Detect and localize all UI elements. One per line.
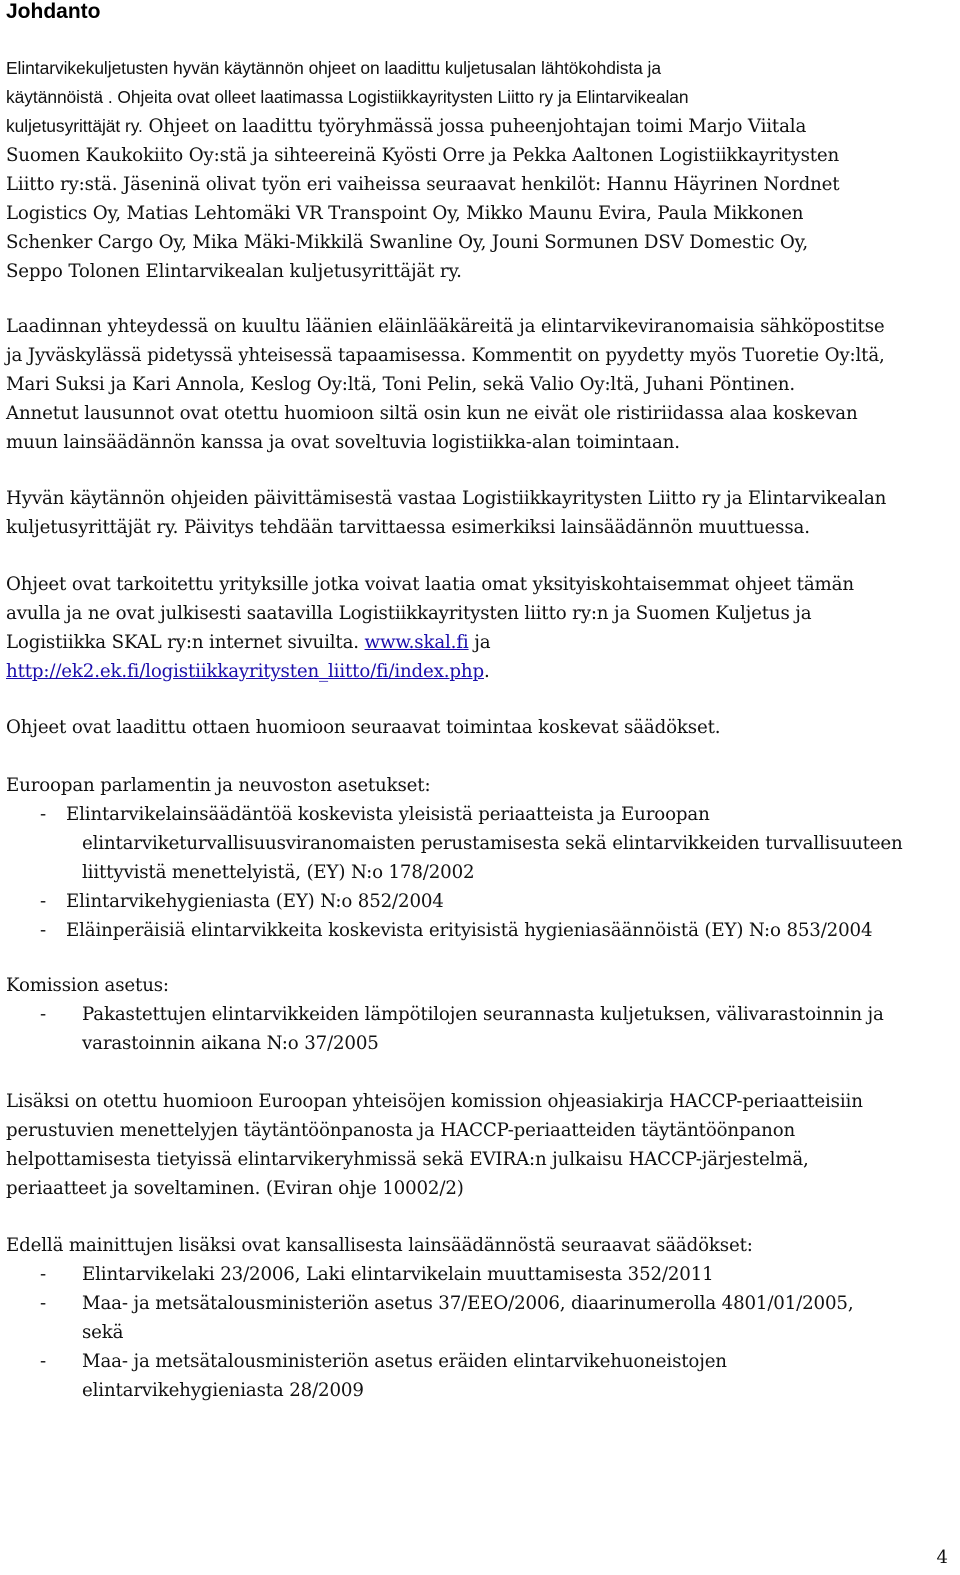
text-line: perustuvien menettelyjen täytäntöönpanosta ja HACCP-periaatteiden täytäntöönpanon xyxy=(6,1120,796,1141)
skal-link[interactable]: www.skal.fi xyxy=(364,632,469,653)
text-line: Elintarvikelaki 23/2006, Laki elintarvikelain muuttamisesta 352/2011 xyxy=(82,1264,714,1285)
text-line: periaatteet ja soveltaminen. (Eviran ohje 10002/2) xyxy=(6,1178,464,1199)
text-line: avulla ja ne ovat julkisesti saatavilla Logistiikkayritysten liitto ry:n ja Suomen Kuljetus ja xyxy=(6,603,812,624)
text-line: Annetut lausunnot ovat otettu huomioon siltä osin kun ne eivät ole ristiriidassa alaa koskevan xyxy=(6,403,858,424)
list-dash: - xyxy=(40,1351,46,1372)
list-heading: Euroopan parlamentin ja neuvoston asetukset: xyxy=(6,775,431,796)
list-heading: Komission asetus: xyxy=(6,975,169,996)
text-line: liittyvistä menettelyistä, (EY) N:o 178/2002 xyxy=(82,862,475,883)
intro-paragraph xyxy=(6,54,950,286)
list-dash: - xyxy=(40,804,46,825)
list-item xyxy=(6,1000,950,1058)
list-item xyxy=(6,1347,950,1405)
national-regulations xyxy=(6,1231,950,1405)
text-line xyxy=(6,628,950,657)
list-item xyxy=(6,1260,950,1289)
text-line xyxy=(6,170,950,199)
page-number: 4 xyxy=(936,1547,948,1568)
text-line: Ohjeet ovat tarkoitettu yrityksille jotka voivat laatia omat yksityiskohtaisemmat ohjeet tämän xyxy=(6,574,854,595)
text-span: Logistiikka SKAL ry:n internet sivuilta. xyxy=(6,632,359,653)
list-dash: - xyxy=(40,1004,46,1025)
list-item xyxy=(6,800,950,887)
text-line: käytännöistä . Ohjeita ovat olleet laatimassa Logistiikkayritysten Liitto ry ja Elintarvikealan xyxy=(6,87,689,107)
list-item xyxy=(6,916,950,945)
text-line: Laadinnan yhteydessä on kuultu läänien eläinlääkäreitä ja elintarvikeviranomaisia sähköpostitse xyxy=(6,316,885,337)
text-line: ja Jyväskylässä pidetyssä yhteisessä tapaamisessa. Kommentit on pyydetty myös Tuoretie Oy:ltä, xyxy=(6,345,885,366)
commission-regulation xyxy=(6,971,950,1058)
list-dash: - xyxy=(40,891,46,912)
consultation-paragraph xyxy=(6,312,950,457)
text-line: Lisäksi on otettu huomioon Euroopan yhteisöjen komission ohjeasiakirja HACCP-periaatteisiin xyxy=(6,1091,863,1112)
text-line: varastoinnin aikana N:o 37/2005 xyxy=(82,1033,379,1054)
text-line: Elintarvikehygieniasta (EY) N:o 852/2004 xyxy=(66,891,444,912)
text-line: helpottamisesta tietyissä elintarvikeryhmissä sekä EVIRA:n julkaisu HACCP-järjestelmä, xyxy=(6,1149,809,1170)
text-span: Ohjeet on laadittu työryhmässä jossa puheenjohtajan toimi Marjo Viitala xyxy=(148,116,807,137)
text-line: Eläinperäisiä elintarvikkeita koskevista erityisistä hygieniasäännöistä (EY) N:o 853/2004 xyxy=(66,920,873,941)
update-paragraph xyxy=(6,484,950,542)
text-span: Liitto ry:stä. xyxy=(6,174,118,195)
text-line: Schenker Cargo Oy, Mika Mäki-Mikkilä Swanline Oy, Jouni Sormunen DSV Domestic Oy, xyxy=(6,232,808,253)
text-line: elintarviketurvallisuusviranomaisten perustamisesta sekä elintarvikkeiden turvallisuuteen xyxy=(82,833,903,854)
text-span: kuljetusyrittäjät ry. xyxy=(6,116,143,136)
regulations-intro xyxy=(6,713,950,742)
text-line: Maa- ja metsätalousministeriön asetus 37/EEO/2006, diaarinumerolla 4801/01/2005, xyxy=(82,1293,854,1314)
list-heading: Edellä mainittujen lisäksi ovat kansallisesta lainsäädännöstä seuraavat säädökset: xyxy=(6,1235,753,1256)
text-line xyxy=(6,112,950,141)
page-title: Johdanto xyxy=(6,0,101,23)
list-dash: - xyxy=(40,1293,46,1314)
eu-regulations xyxy=(6,771,950,945)
text-line xyxy=(6,657,950,686)
list-item xyxy=(6,1289,950,1347)
ek-link[interactable]: http://ek2.ek.fi/logistiikkayritysten_liitto/fi/index.php xyxy=(6,661,484,682)
text-span: . xyxy=(483,661,490,682)
text-span: Jäseninä olivat työn eri vaiheissa seuraavat henkilöt: Hannu Häyrinen Nordnet xyxy=(122,174,840,195)
text-line: elintarvikehygieniasta 28/2009 xyxy=(82,1380,364,1401)
availability-paragraph xyxy=(6,570,950,686)
text-span: ja xyxy=(474,632,491,653)
text-line: Suomen Kaukokiito Oy:stä ja sihteereinä Kyösti Orre ja Pekka Aaltonen Logistiikkayritysten xyxy=(6,145,840,166)
haccp-paragraph xyxy=(6,1087,950,1203)
text-line: Logistics Oy, Matias Lehtomäki VR Transpoint Oy, Mikko Maunu Evira, Paula Mikkonen xyxy=(6,203,804,224)
text-line: Maa- ja metsätalousministeriön asetus eräiden elintarvikehuoneistojen xyxy=(82,1351,727,1372)
text-line: Elintarvikelainsäädäntöä koskevista yleisistä periaatteista ja Euroopan xyxy=(66,804,710,825)
list-item xyxy=(6,887,950,916)
list-dash: - xyxy=(40,920,46,941)
text-line: Pakastettujen elintarvikkeiden lämpötilojen seurannasta kuljetuksen, välivarastoinnin ja xyxy=(82,1004,884,1025)
text-line: Hyvän käytännön ohjeiden päivittämisestä vastaa Logistiikkayritysten Liitto ry ja Elintarvikealan xyxy=(6,488,887,509)
text-line: Mari Suksi ja Kari Annola, Keslog Oy:ltä, Toni Pelin, sekä Valio Oy:ltä, Juhani Pöntinen. xyxy=(6,374,795,395)
text-line: Elintarvikekuljetusten hyvän käytännön ohjeet on laadittu kuljetusalan lähtökohdista ja xyxy=(6,58,661,78)
text-line: muun lainsäädännön kanssa ja ovat soveltuvia logistiikka-alan toimintaan. xyxy=(6,432,680,453)
text-line: Ohjeet ovat laadittu ottaen huomioon seuraavat toimintaa koskevat säädökset. xyxy=(6,717,721,738)
text-line: sekä xyxy=(82,1322,124,1343)
document-page xyxy=(6,0,954,1575)
text-line: kuljetusyrittäjät ry. Päivitys tehdään tarvittaessa esimerkiksi lainsäädännön muuttuessa. xyxy=(6,517,810,538)
list-dash: - xyxy=(40,1264,46,1285)
text-line: Seppo Tolonen Elintarvikealan kuljetusyrittäjät ry. xyxy=(6,261,462,282)
